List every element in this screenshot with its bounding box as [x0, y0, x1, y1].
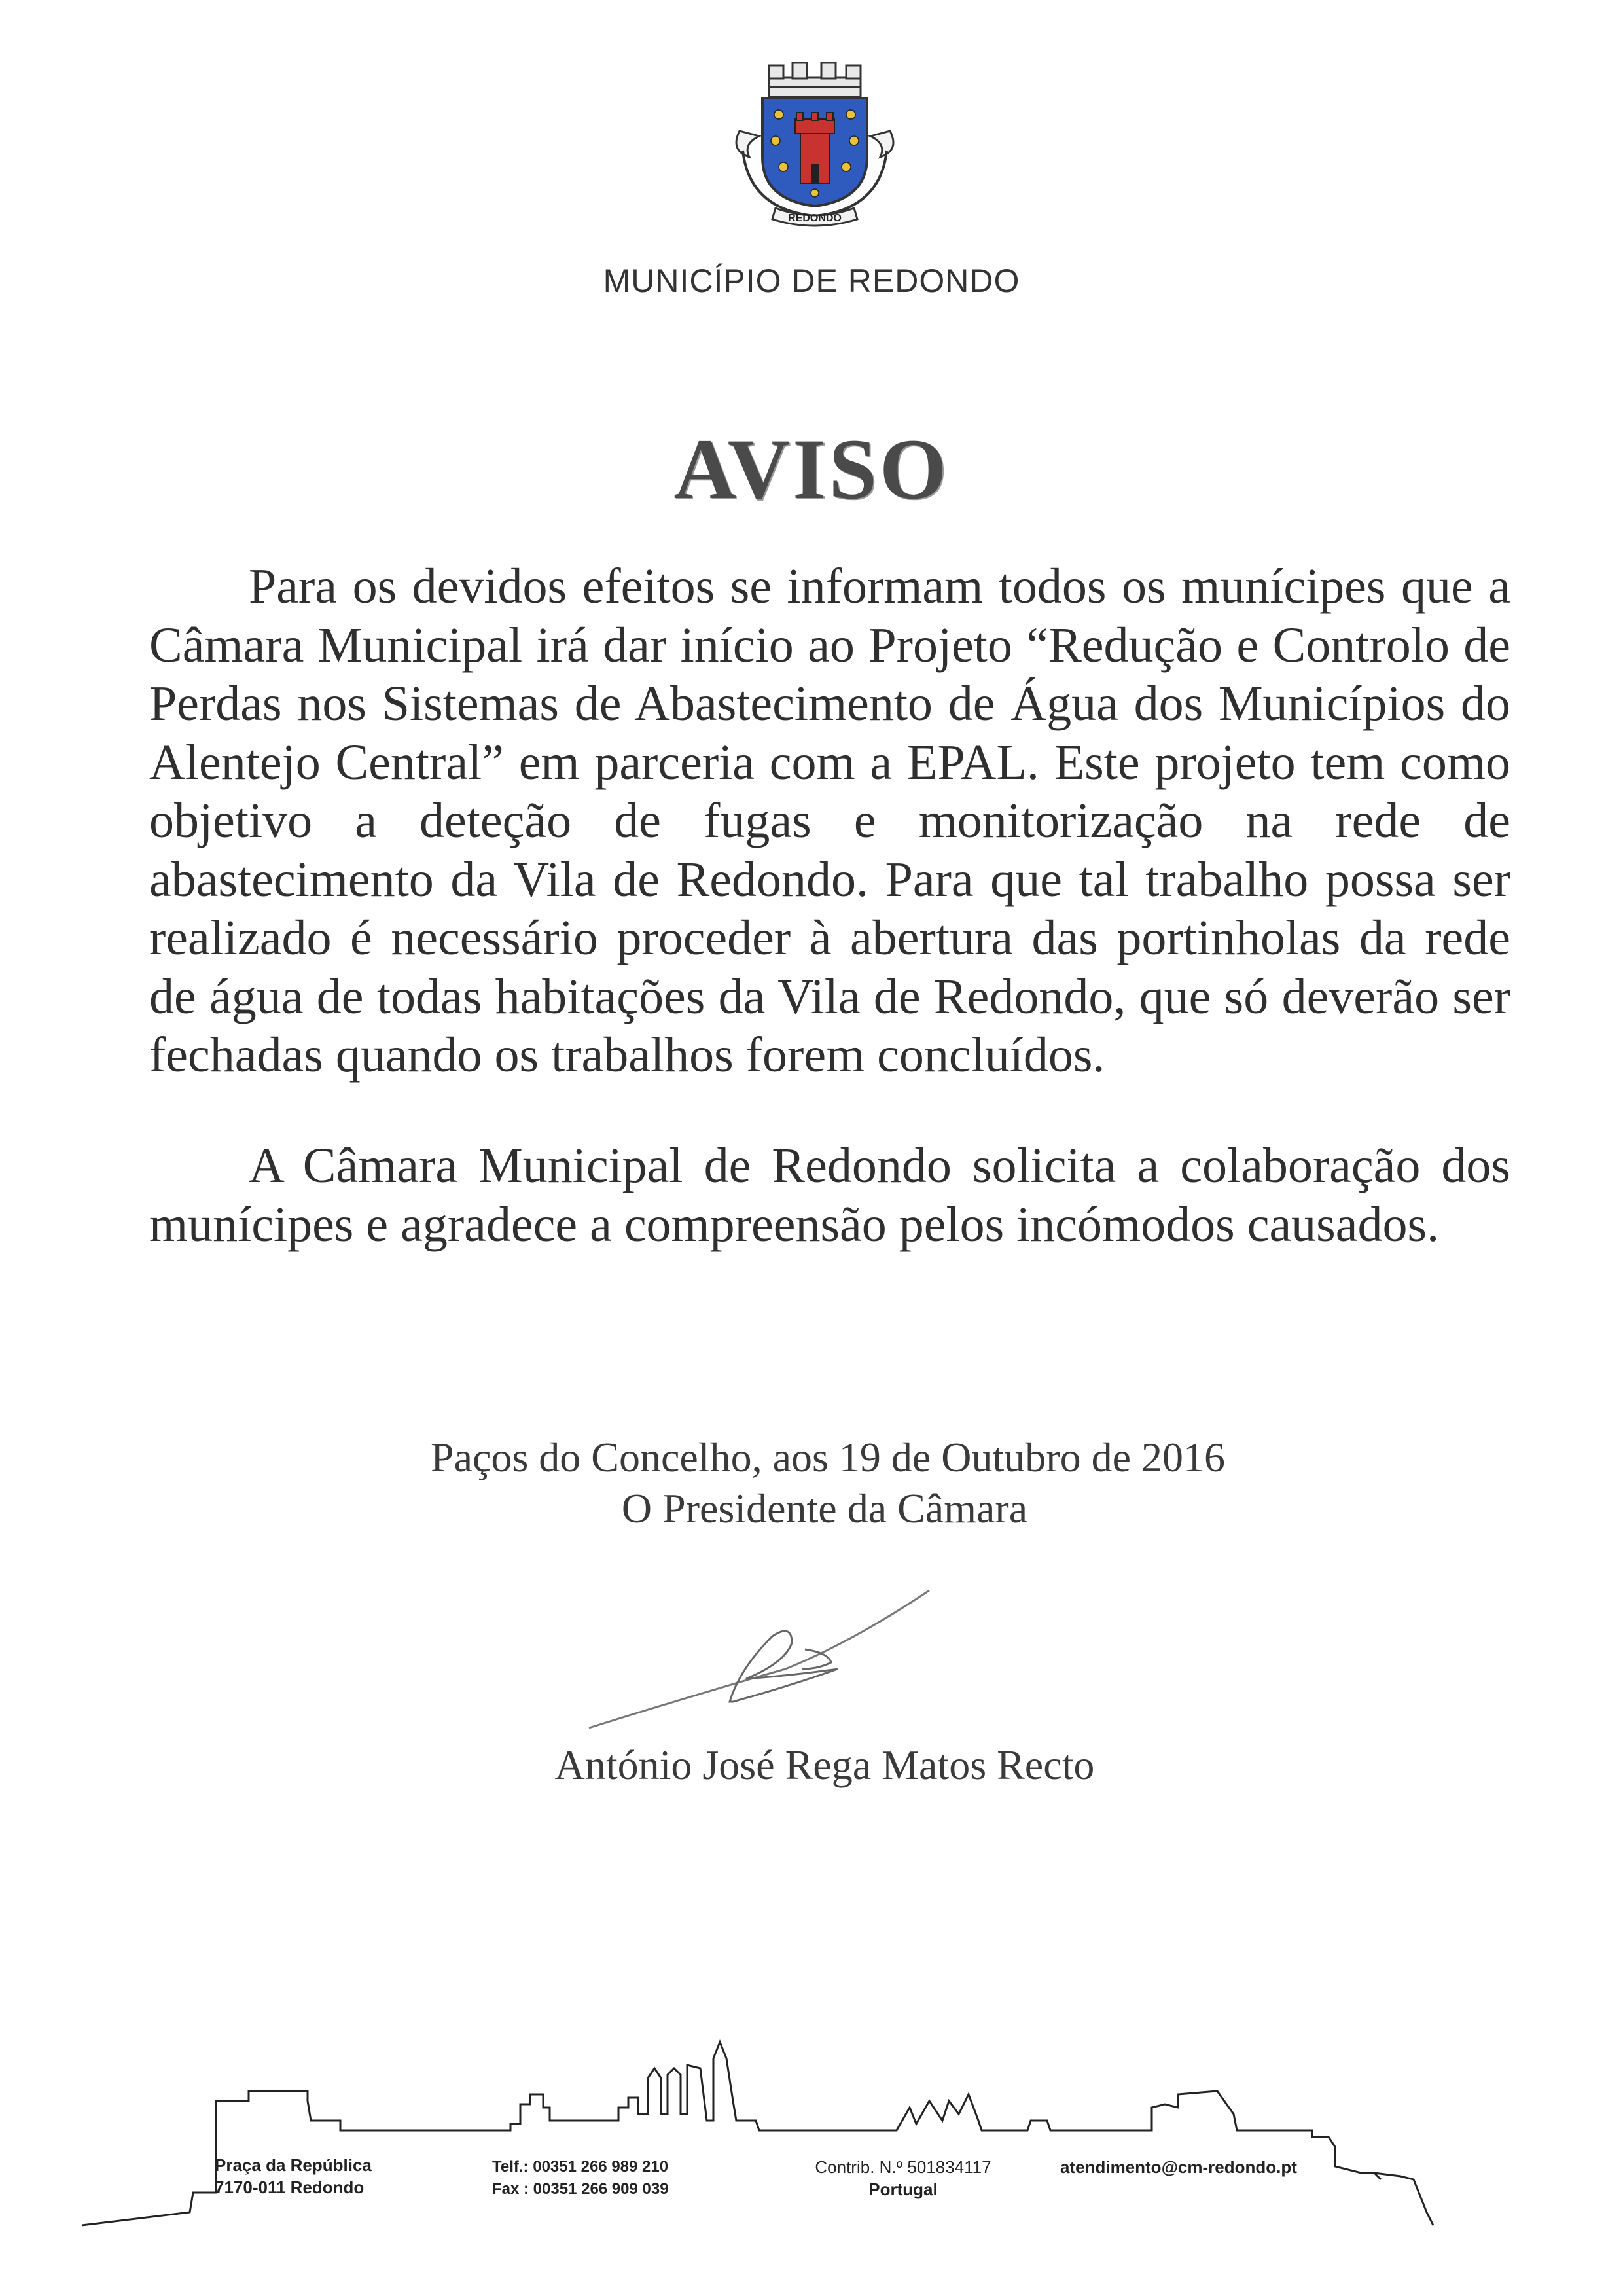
footer-fax: Fax : 00351 266 909 039	[492, 2180, 669, 2198]
municipal-coat-of-arms	[723, 59, 906, 229]
notice-title: AVISO	[673, 421, 950, 517]
footer-contacts	[492, 2156, 741, 2200]
signatory-name: António José Rega Matos Recto	[554, 1742, 1095, 1788]
footer-phone: Telf.: 00351 266 989 210	[492, 2158, 669, 2176]
notice-paragraph-2: A Câmara Municipal de Redondo solicita a colaboração dos munícipes e agradece a compreensão pelos incómodos causados.	[149, 1138, 1510, 1252]
notice-paragraph-1: Para os devidos efeitos se informam todos os munícipes que a Câmara Municipal irá dar início ao Projeto “Redução e Controlo de Perdas nos Sistemas de Abastecimento de Água dos Municípios do Alentejo Central” em parceria com a EPAL. Este projeto tem como objetivo a deteção de fugas e monitorização na rede de abastecimento da Vila de Redondo. Para que tal trabalho possa ser realizado é necessário proceder à abertura das portinholas da rede de água de todas habitações da Vila de Redondo, que só deverão ser fechadas quando os trabalhos forem concluídos.	[149, 559, 1510, 1083]
mural-crown-icon	[769, 63, 861, 97]
footer-tax-info	[792, 2156, 1014, 2200]
municipality-name: MUNICÍPIO DE REDONDO	[603, 262, 1020, 299]
footer-country: Portugal	[868, 2179, 938, 2199]
footer-address-line-2: 7170-011 Redondo	[215, 2178, 365, 2197]
town-skyline-illustration	[0, 2016, 1623, 2291]
castle-tower-icon	[795, 113, 834, 183]
footer-email[interactable]: atendimento@cm-redondo.pt	[1060, 2157, 1297, 2177]
footer-tax-id: Contrib. N.º 501834117	[815, 2157, 991, 2177]
footer-address-line-1: Praça da República	[215, 2155, 372, 2175]
signatory-role: O Presidente da Câmara	[621, 1485, 1028, 1532]
handwritten-signature	[576, 1571, 942, 1754]
place-and-date: Paços do Concelho, aos 19 de Outubro de 2016	[430, 1434, 1226, 1480]
crest-ribbon-text: REDONDO	[788, 213, 842, 224]
footer-address	[215, 2154, 411, 2198]
